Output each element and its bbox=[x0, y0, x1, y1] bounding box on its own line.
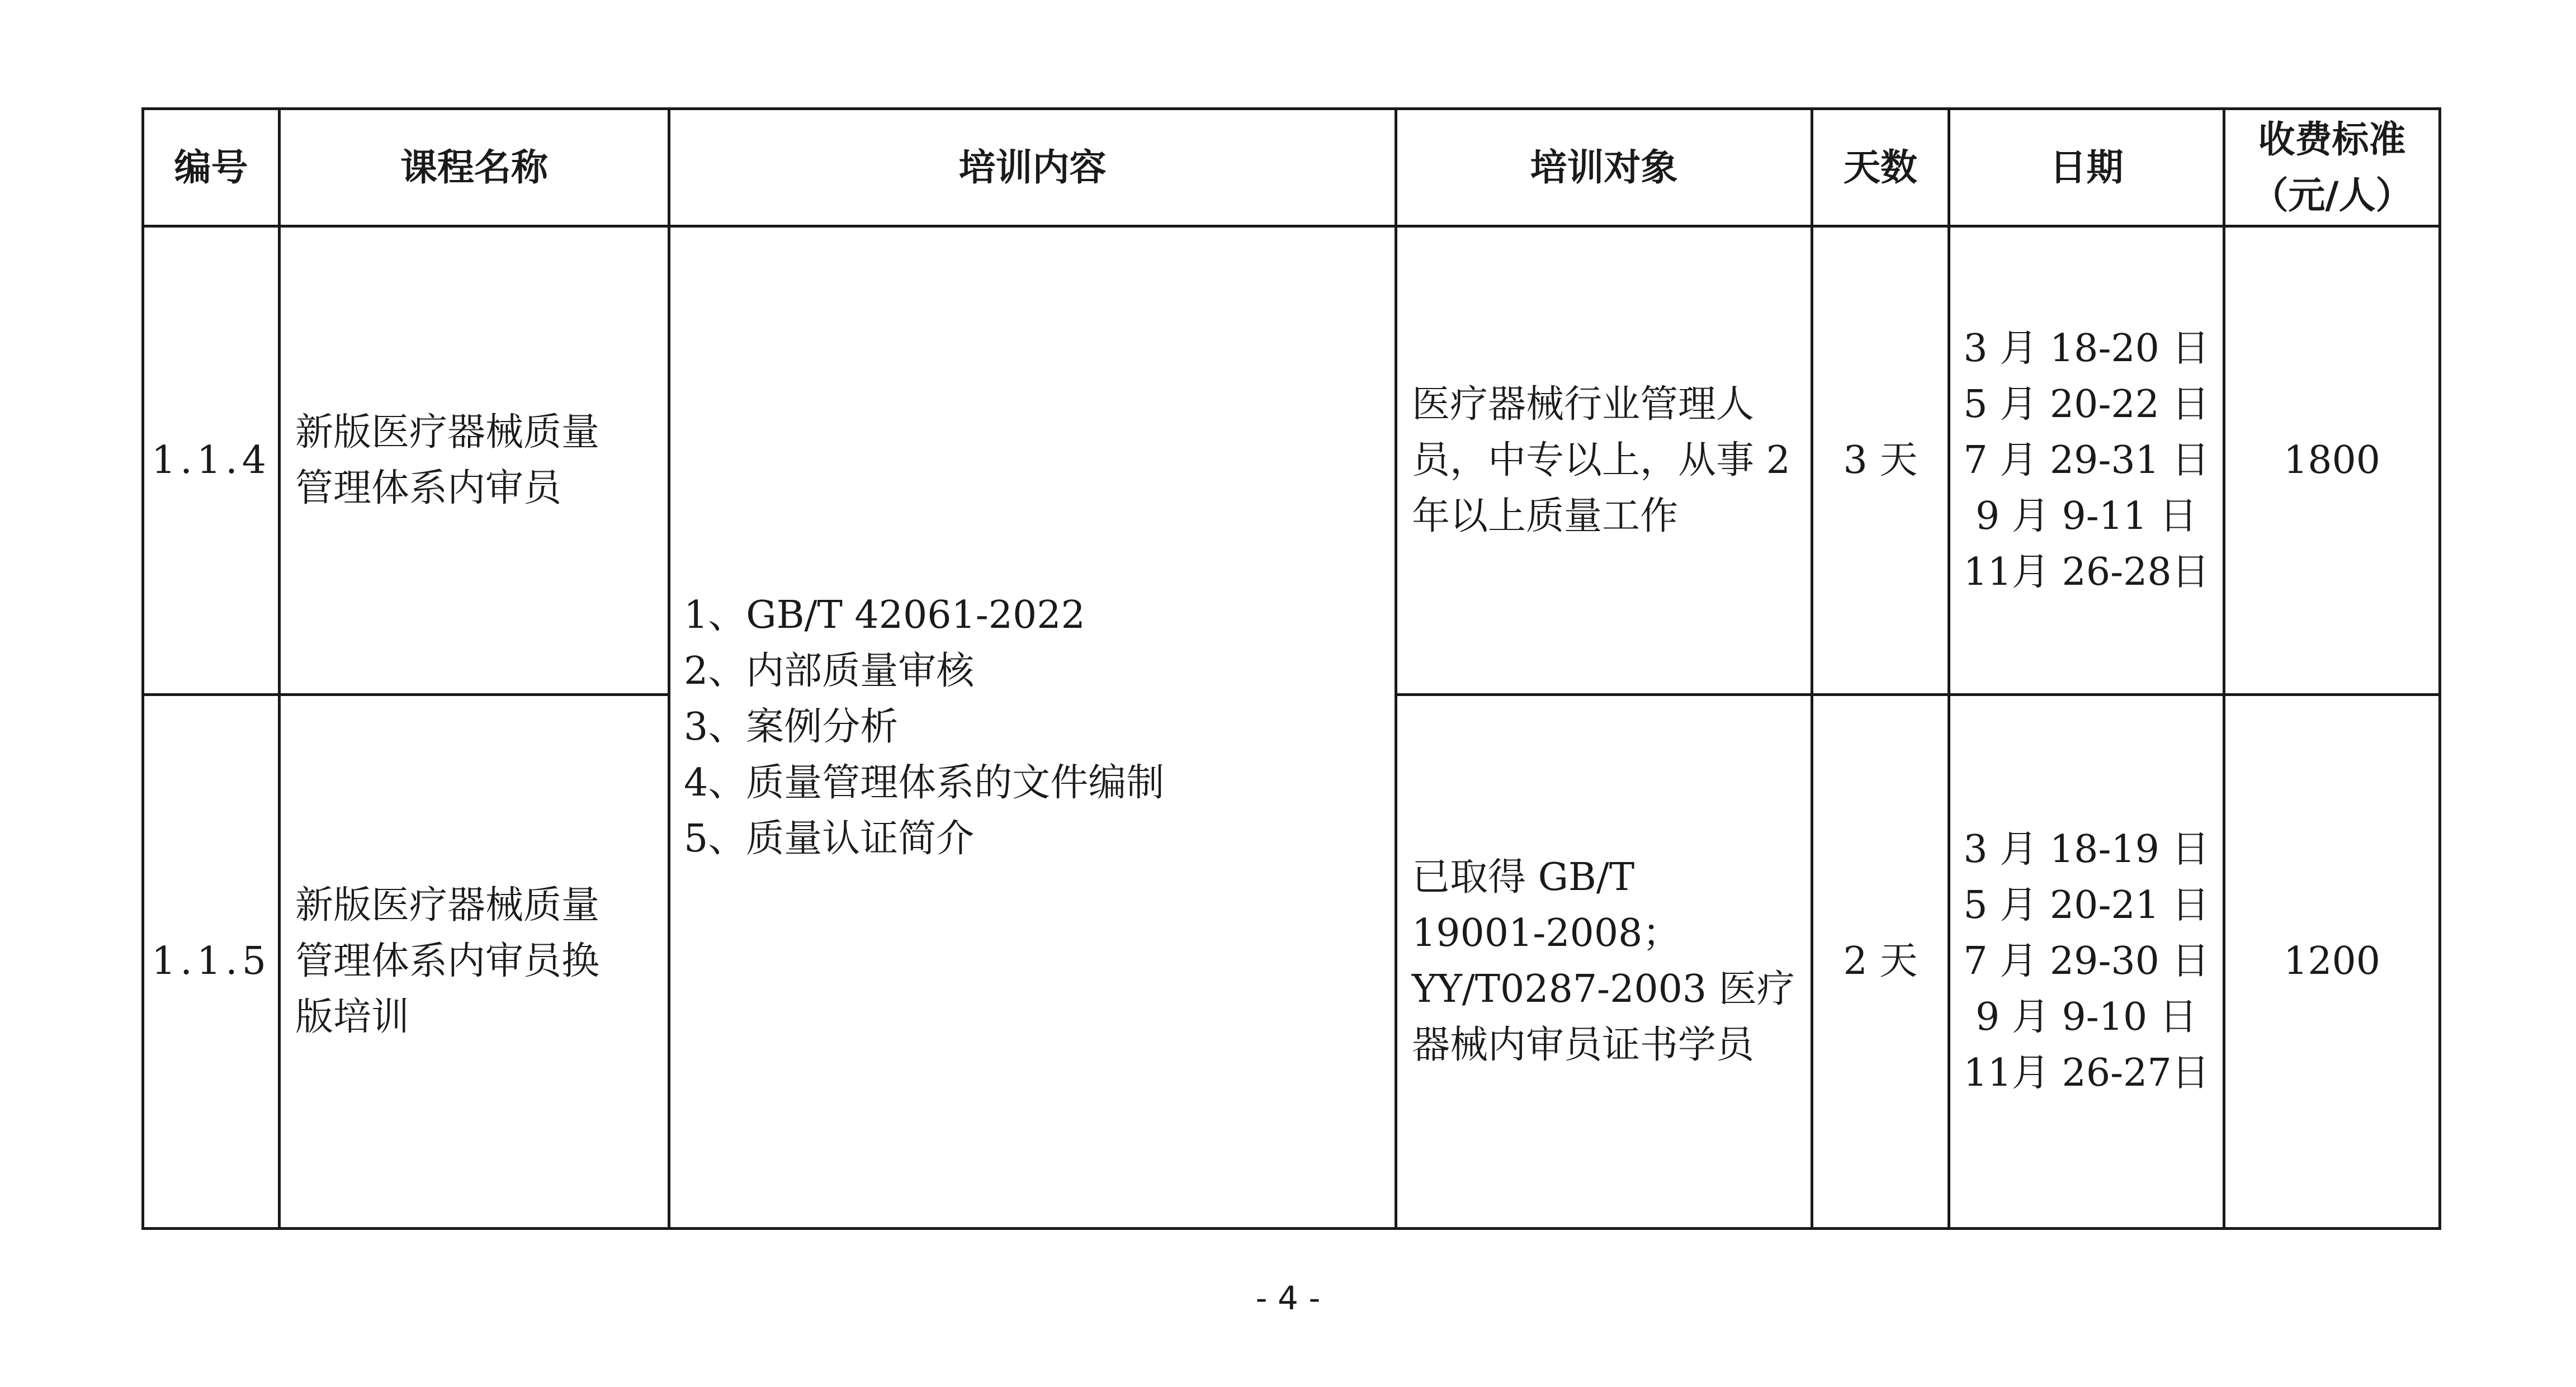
course-name-line: 版培训 bbox=[295, 995, 410, 1039]
content-item: 1、GB/T 42061-2022 bbox=[684, 593, 1085, 637]
date-line: 3 月 18-19 日 bbox=[1963, 827, 2210, 872]
date-line: 9 月 9-11 日 bbox=[1975, 494, 2197, 538]
course-name-line: 新版医疗器械质量 bbox=[295, 883, 600, 927]
header-target: 培训对象 bbox=[1396, 109, 1812, 226]
course-number: 1.1.5 bbox=[143, 695, 280, 1229]
content-item: 4、质量管理体系的文件编制 bbox=[684, 761, 1165, 805]
date-line: 5 月 20-21 日 bbox=[1963, 883, 2210, 927]
table-row bbox=[143, 226, 2440, 695]
header-fee-line2: （元/人） bbox=[2251, 173, 2413, 217]
target-line: YY/T0287-2003 医疗 bbox=[1412, 967, 1795, 1011]
date-line: 11月 26-27日 bbox=[1963, 1051, 2210, 1095]
date-line: 3 月 18-20 日 bbox=[1963, 326, 2210, 371]
content-item: 5、质量认证简介 bbox=[684, 817, 975, 861]
training-schedule-table bbox=[141, 107, 2441, 1230]
training-fee: 1200 bbox=[2224, 695, 2440, 1229]
course-name-line: 新版医疗器械质量 bbox=[295, 410, 600, 455]
training-days: 2 天 bbox=[1812, 695, 1949, 1229]
header-num: 编号 bbox=[143, 109, 280, 226]
header-row bbox=[143, 109, 2440, 226]
training-dates bbox=[1949, 695, 2224, 1229]
training-target bbox=[1396, 695, 1812, 1229]
header-content: 培训内容 bbox=[669, 109, 1396, 226]
target-line: 医疗器械行业管理人 bbox=[1412, 382, 1755, 427]
page-number: - 4 - bbox=[1255, 1279, 1321, 1317]
header-fee-line1: 收费标准 bbox=[2258, 117, 2406, 161]
header-course: 课程名称 bbox=[280, 109, 669, 226]
content-item: 3、案例分析 bbox=[684, 705, 899, 749]
training-target bbox=[1396, 226, 1812, 695]
course-name bbox=[280, 695, 669, 1229]
training-fee: 1800 bbox=[2224, 226, 2440, 695]
training-dates bbox=[1949, 226, 2224, 695]
target-line: 员，中专以上，从事 2 bbox=[1412, 438, 1790, 482]
target-line: 年以上质量工作 bbox=[1412, 494, 1679, 538]
content-item: 2、内部质量审核 bbox=[684, 649, 975, 693]
header-days: 天数 bbox=[1812, 109, 1949, 226]
date-line: 7 月 29-31 日 bbox=[1963, 438, 2210, 482]
course-number: 1.1.4 bbox=[143, 226, 280, 695]
course-name bbox=[280, 226, 669, 695]
target-line: 19001-2008； bbox=[1412, 911, 1681, 955]
header-fee bbox=[2224, 109, 2440, 226]
date-line: 5 月 20-22 日 bbox=[1963, 382, 2210, 427]
training-content bbox=[669, 226, 1396, 1229]
course-name-line: 管理体系内审员换 bbox=[295, 939, 600, 983]
target-line: 已取得 GB/T bbox=[1412, 855, 1635, 900]
date-line: 9 月 9-10 日 bbox=[1975, 995, 2197, 1039]
header-date: 日期 bbox=[1949, 109, 2224, 226]
date-line: 11月 26-28日 bbox=[1963, 550, 2210, 594]
training-days: 3 天 bbox=[1812, 226, 1949, 695]
course-name-line: 管理体系内审员 bbox=[295, 466, 562, 510]
target-line: 器械内审员证书学员 bbox=[1412, 1023, 1755, 1067]
date-line: 7 月 29-30 日 bbox=[1963, 939, 2210, 983]
